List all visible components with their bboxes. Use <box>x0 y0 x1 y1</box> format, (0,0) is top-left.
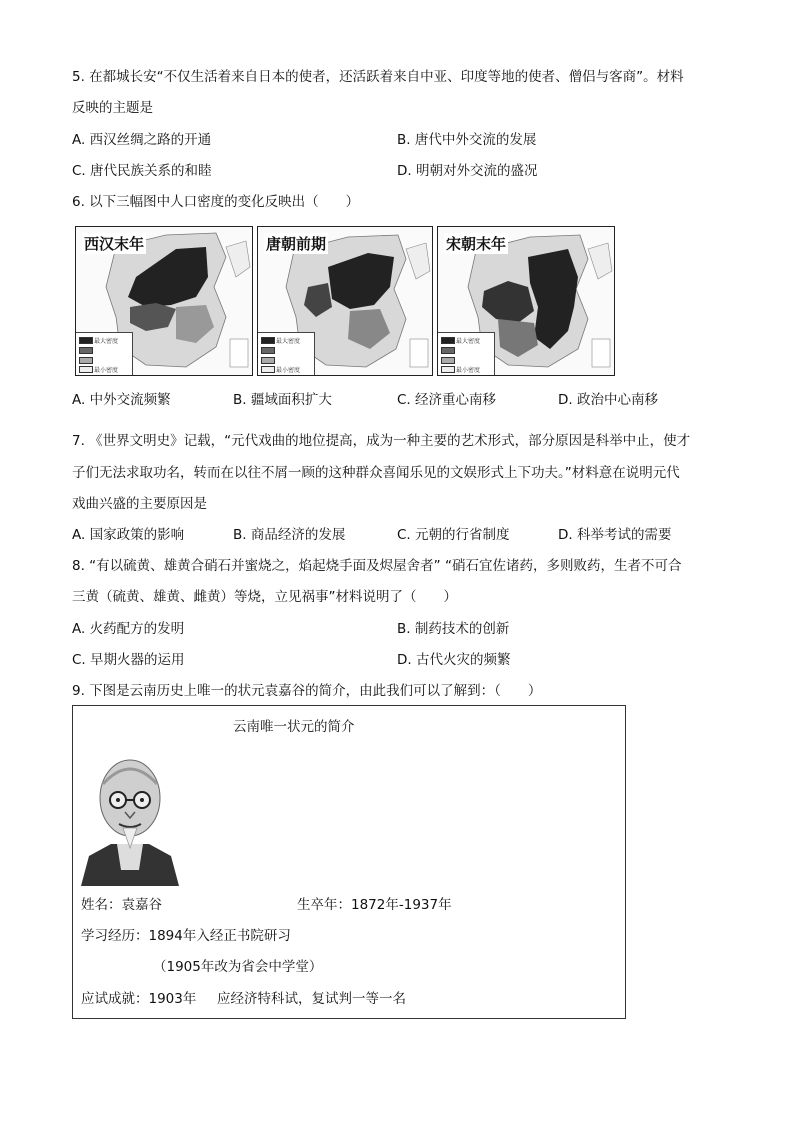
q9-stem: 9. 下图是云南历史上唯一的状元袁嘉谷的简介，由此我们可以了解到：（ ） <box>72 683 542 699</box>
map-early-tang-title: 唐朝前期 <box>266 235 327 253</box>
q7-option-a[interactable]: A. 国家政策的影响 <box>72 527 185 543</box>
profile-exam-label: 应试成就：1903年 <box>81 991 197 1007</box>
q8-option-c[interactable]: C. 早期火器的运用 <box>72 652 185 668</box>
q5-option-a[interactable]: A. 西汉丝绸之路的开通 <box>72 132 212 148</box>
q7-option-b[interactable]: B. 商品经济的发展 <box>233 527 346 543</box>
legend-min-label: 最小密度 <box>456 367 481 374</box>
legend-max-label: 最大密度 <box>276 338 301 345</box>
portrait-photo <box>81 744 179 886</box>
q8-stem-line2: 三黄（硫黄、雄黄、雌黄）等烧，立见祸事”材料说明了（ ） <box>72 589 457 605</box>
q6-option-a[interactable]: A. 中外交流频繁 <box>72 392 171 408</box>
q6-stem: 6. 以下三幅图中人口密度的变化反映出（ ） <box>72 194 360 210</box>
map-western-han-legend <box>76 332 133 375</box>
profile-years: 生卒年：1872年-1937年 <box>297 897 452 913</box>
map-western-han <box>75 226 253 376</box>
map-early-tang-legend <box>258 332 315 375</box>
q8-option-d[interactable]: D. 古代火灾的频繁 <box>397 652 511 668</box>
profile-study-note: （1905年改为省会中学堂） <box>153 959 323 975</box>
q8-option-a[interactable]: A. 火药配方的发明 <box>72 621 185 637</box>
profile-study: 学习经历：1894年入经正书院研习 <box>81 928 291 944</box>
q7-option-c[interactable]: C. 元朝的行省制度 <box>397 527 510 543</box>
map-late-song-title: 宋朝末年 <box>446 235 507 253</box>
profile-card <box>72 705 626 1019</box>
map-western-han-title: 西汉末年 <box>84 235 145 253</box>
profile-card-title: 云南唯一状元的简介 <box>233 719 355 735</box>
legend-min-label: 最小密度 <box>94 367 119 374</box>
q5-stem-line1: 5. 在都城长安“不仅生活着来自日本的使者，还活跃着来自中亚、印度等地的使者、僧侣与客商”。材料 <box>72 69 684 85</box>
q8-stem-line1: 8. “有以硫黄、雄黄合硝石并蜜烧之，焰起烧手面及烬屋舍者” “硝石宜佐诸药，多则败药，生者不可合 <box>72 558 682 574</box>
map-late-song <box>437 226 615 376</box>
q8-option-b[interactable]: B. 制药技术的创新 <box>397 621 510 637</box>
q5-option-b[interactable]: B. 唐代中外交流的发展 <box>397 132 537 148</box>
q7-stem-line3: 戏曲兴盛的主要原因是 <box>72 496 207 512</box>
profile-name: 姓名：袁嘉谷 <box>81 897 162 913</box>
map-late-song-legend <box>438 332 495 375</box>
q5-stem-line2: 反映的主题是 <box>72 100 153 116</box>
q6-option-c[interactable]: C. 经济重心南移 <box>397 392 497 408</box>
q7-stem-line1: 7. 《世界文明史》记载，“元代戏曲的地位提高，成为一种主要的艺术形式，部分原因是科举中止，使才 <box>72 433 691 449</box>
map-early-tang <box>257 226 433 376</box>
q5-option-c[interactable]: C. 唐代民族关系的和睦 <box>72 163 212 179</box>
population-density-maps <box>75 226 615 376</box>
q6-option-d[interactable]: D. 政治中心南移 <box>558 392 658 408</box>
q6-option-b[interactable]: B. 疆域面积扩大 <box>233 392 332 408</box>
q5-option-d[interactable]: D. 明朝对外交流的盛况 <box>397 163 538 179</box>
legend-max-label: 最大密度 <box>456 338 481 345</box>
portrait-illustration <box>81 744 179 886</box>
profile-exam-result: 应经济特科试，复试判一等一名 <box>217 991 406 1007</box>
q7-option-d[interactable]: D. 科举考试的需要 <box>558 527 672 543</box>
q7-stem-line2: 子们无法求取功名，转而在以往不屑一顾的这种群众喜闻乐见的文娱形式上下功夫。”材料意在说明元代 <box>72 465 680 481</box>
legend-max-label: 最大密度 <box>94 338 119 345</box>
legend-min-label: 最小密度 <box>276 367 301 374</box>
